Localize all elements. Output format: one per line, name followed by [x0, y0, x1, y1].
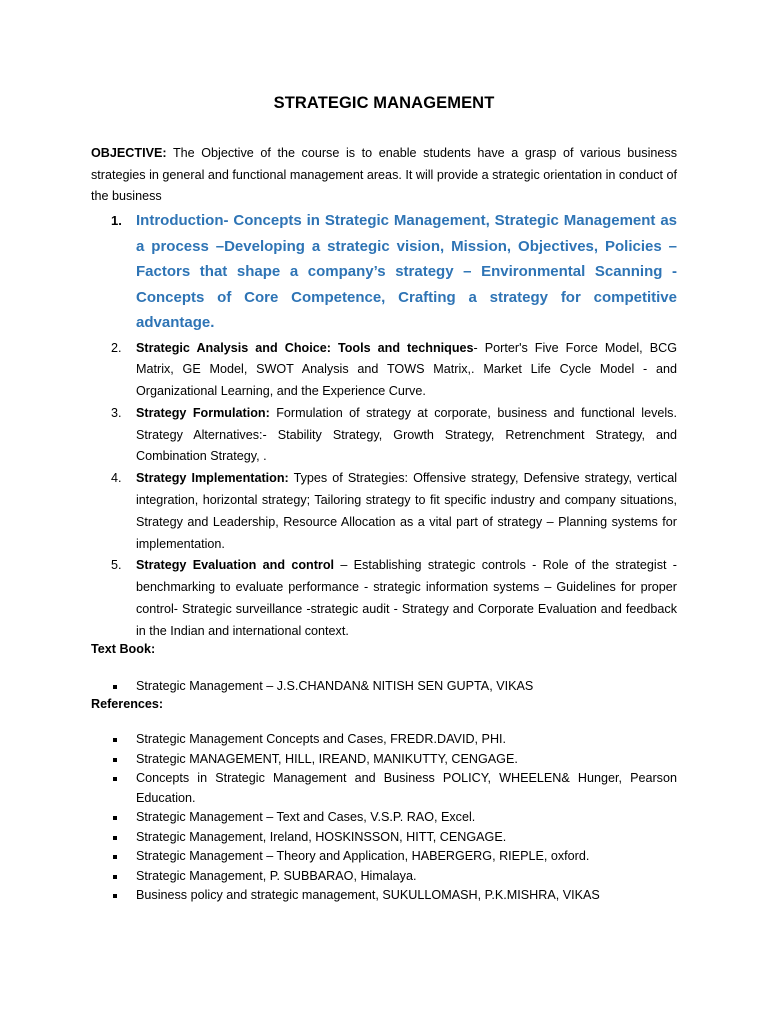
reference-item — [91, 730, 677, 750]
unit-text: – Establishing strategic controls - Role of the strategist - benchmarking to evaluate performance - strategic information systems – Guidelines for proper control- Strategic surveillance -strategic audit - Strategy and Corporate Evaluation and feedback in the Indian and international context. — [136, 558, 677, 638]
unit-number: 4. — [111, 471, 122, 486]
bullet-icon — [113, 894, 117, 898]
reference-item — [91, 847, 677, 867]
reference-item-text: Strategic Management, Ireland, HOSKINSSON, HITT, CENGAGE. — [136, 829, 507, 844]
unit-item-1 — [91, 208, 677, 336]
reference-item-text: Strategic Management Concepts and Cases, FREDR.DAVID, PHI. — [136, 732, 507, 746]
bullet-icon — [113, 855, 117, 859]
textbook-list — [91, 677, 677, 697]
reference-item — [91, 750, 677, 770]
bullet-icon — [113, 816, 117, 820]
bullet-icon — [113, 758, 117, 762]
syllabus-units-list — [91, 208, 677, 643]
unit-item-4 — [91, 468, 677, 555]
unit-number: 5. — [111, 558, 122, 573]
bullet-icon — [113, 685, 117, 689]
references-heading: References: — [91, 697, 164, 711]
objective-label: OBJECTIVE: — [91, 146, 167, 160]
reference-item — [91, 769, 677, 808]
unit-item-3 — [91, 403, 677, 468]
unit-text: Formulation of strategy at corporate, business and functional levels. Strategy Alternatives:- Stability Strategy, Growth Strategy, Retrenchment Strategy, and Combination Strategy, . — [136, 405, 677, 464]
reference-item-text: Strategic Management – Theory and Application, HABERGERG, RIEPLE, oxford. — [136, 849, 590, 863]
unit-heading: Strategy Formulation: — [136, 405, 270, 420]
reference-item — [91, 808, 677, 828]
unit-heading: Strategy Evaluation and control — [136, 558, 335, 573]
bullet-icon — [113, 777, 117, 781]
bullet-icon — [113, 836, 117, 840]
reference-item — [91, 828, 677, 848]
bullet-icon — [113, 875, 117, 879]
reference-item-text: Strategic Management – Text and Cases, V.S.P. RAO, Excel. — [136, 810, 476, 824]
reference-item-text: Strategic Management, P. SUBBARAO, Himalaya. — [136, 868, 417, 883]
page-title: STRATEGIC MANAGEMENT — [273, 94, 495, 112]
unit-number: 1. — [111, 213, 122, 228]
unit-heading: Strategic Analysis and Choice: Tools and techniques — [136, 340, 474, 355]
unit-text: Introduction- Concepts in Strategic Management, Strategic Management as a process –Developing a strategic vision, Mission, Objectives, Policies – Factors that shape a company’s strategy – Environmental Scanning - Concepts of Core Competence, Crafting a strategy for competitive advantage. — [136, 212, 677, 331]
reference-item — [91, 886, 677, 906]
unit-item-5 — [91, 555, 677, 642]
reference-item-text: Business policy and strategic management, SUKULLOMASH, P.K.MISHRA, VIKAS — [136, 888, 600, 902]
objective-text: The Objective of the course is to enable students have a grasp of various business strategies in general and functional management areas. It will provide a strategic orientation in conduct of the business — [91, 146, 677, 203]
textbook-item-text: Strategic Management – J.S.CHANDAN& NITISH SEN GUPTA, VIKAS — [136, 679, 534, 693]
unit-heading: Strategy Implementation: — [136, 471, 289, 486]
bullet-icon — [113, 738, 117, 742]
unit-item-2 — [91, 338, 677, 403]
reference-item-text: Concepts in Strategic Management and Business POLICY, WHEELEN& Hunger, Pearson Education. — [136, 771, 677, 805]
reference-item-text: Strategic MANAGEMENT, HILL, IREAND, MANIKUTTY, CENGAGE. — [136, 751, 518, 766]
objective-paragraph — [91, 143, 677, 208]
reference-item — [91, 867, 677, 887]
unit-number: 3. — [111, 405, 122, 420]
textbook-heading: Text Book: — [91, 642, 156, 656]
unit-text: Types of Strategies: Offensive strategy, Defensive strategy, vertical integration, horizontal strategy; Tailoring strategy to fit specific industry and company situations, Strategy and Leadership, Resource Allocation as a vital part of strategy – Planning systems for implementation. — [136, 471, 677, 551]
unit-number: 2. — [111, 340, 122, 355]
references-list — [91, 730, 677, 906]
unit-text: - Porter's Five Force Model, BCG Matrix, GE Model, SWOT Analysis and TOWS Matrix,. Market Life Cycle Model - and Organizational Learning, and the Experience Curve. — [136, 340, 677, 399]
textbook-item — [91, 677, 677, 697]
